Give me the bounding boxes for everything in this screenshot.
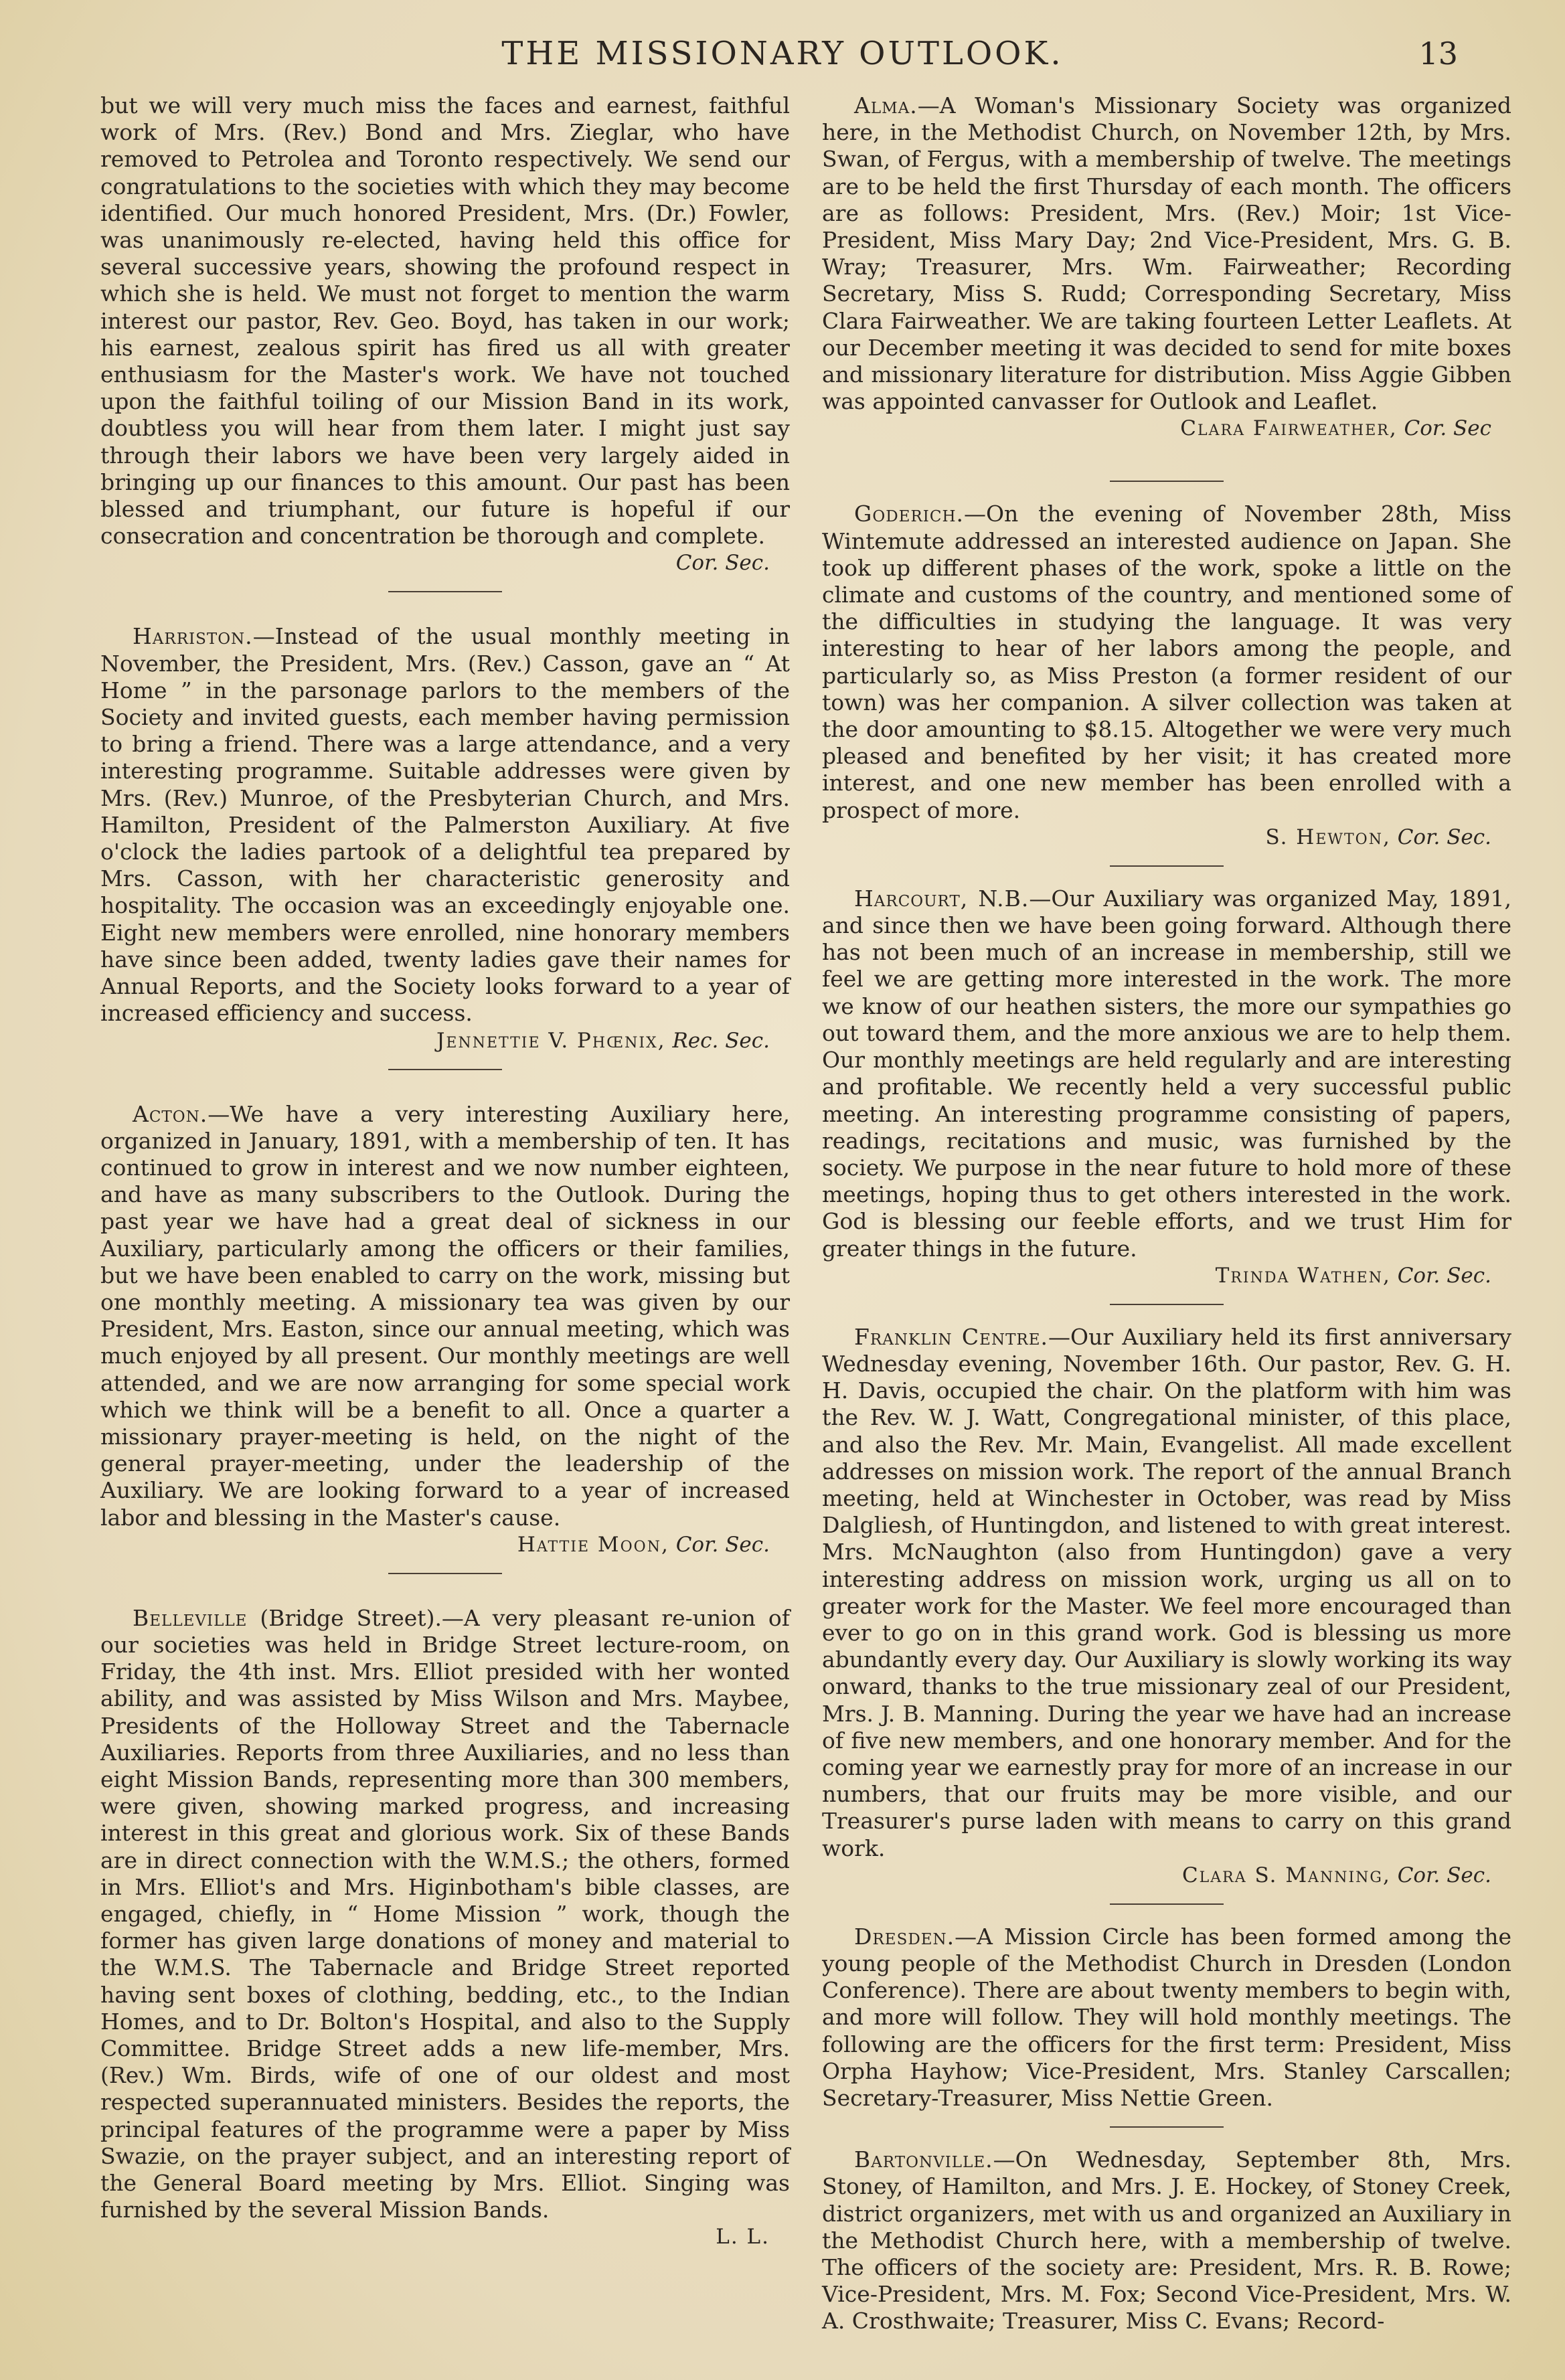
- place-name: Belleville: [133, 1604, 248, 1631]
- place-name: Bartonville.: [854, 2146, 993, 2173]
- article-franklin-centre: [822, 1324, 1511, 1862]
- article-body: —On the evening of November 28th, Miss Wintemute addressed an interested audience on Japan. She took up different phases of the work, spoke a little on the climate and customs of the country, and mentioned some of the difficulties in studying the language. It was very interesting to hear of her labors among the people, and particularly so, as Miss Preston (a former resident of our town) was her companion. A silver collection was taken at the door amounting to $8.15. Altogether we were very much pleased and benefited by her visit; it has created more interest, and one new member has been enrolled with a prospect of more.: [822, 501, 1511, 823]
- article-acton-signature: [100, 1531, 790, 1558]
- article-belleville: [100, 1605, 790, 2224]
- article-body: —We have a very interesting Auxiliary here, organized in January, 1891, with a membership of ten. It has continued to grow in interest and we now number eighteen, and have as many subscribers to the Outlook. During the past year we have had a great deal of sickness in our Auxiliary, particularly among the officers or their families, but we have been enabled to carry on the work, missing but one monthly meeting. A missionary tea was given by our President, Mrs. Easton, since our annual meeting, which was much enjoyed by all present. Our monthly meetings are well attended, and we are now arranging for some special work which we think will be a benefit to all. Once a quarter a missionary prayer-meeting is held, on the night of the general prayer-meeting, under the leadership of the Auxiliary. We are looking forward to a year of increased labor and blessing in the Master's cause.: [100, 1100, 790, 1531]
- article-body: —Our Auxiliary was organized May, 1891, and since then we have been going forward. Although there has not been much of an increase in membership, still we feel we are getting more interested in the work. The more we know of our heathen sisters, the more our sympathies go out toward them, and the more anxious we are to help them. Our monthly meetings are held regularly and are interesting and profitable. We recently held a very successful public meeting. An interesting programme consisting of papers, readings, recitations and music, was furnished by the society. We purpose in the near future to hold more of these meetings, hoping thus to get others interested in the work. God is blessing our feeble efforts, and we trust Him for greater things in the future.: [822, 885, 1511, 1262]
- signature-name: S. Hewton,: [1265, 825, 1391, 849]
- article-belleville-signature: [100, 2223, 790, 2250]
- section-divider: [1110, 1304, 1224, 1305]
- section-divider: [1110, 481, 1224, 482]
- section-divider: [1110, 1903, 1224, 1905]
- signature-title: Cor. Sec.: [675, 551, 770, 576]
- article-body: —A Woman's Missionary Society was organized here, in the Methodist Church, on November 12th, by Mrs. Swan, of Fergus, with a membership of twelve. The meetings are to be held the first Thursday of each month. The officers are as follows: President, Mrs. (Rev.) Moir; 1st Vice-President, Miss Mary Day; 2nd Vice-President, Mrs. G. B. Wray; Treasurer, Mrs. Wm. Fairweather; Recording Secretary, Miss S. Rudd; Corresponding Secretary, Miss Clara Fairweather. We are taking fourteen Letter Leaflets. At our December meeting it was decided to send for mite boxes and missionary literature for distribution. Miss Aggie Gibben was appointed canvasser for Outlook and Leaflet.: [822, 92, 1511, 415]
- signature-title: Cor. Sec.: [1397, 1863, 1491, 1887]
- article-alma-signature: [822, 415, 1511, 442]
- place-name: Goderich.: [854, 501, 964, 527]
- article-harcourt-signature: [822, 1262, 1511, 1289]
- article-alma: [822, 92, 1511, 415]
- place-name: Franklin Centre.: [854, 1323, 1049, 1350]
- signature-title: Cor. Sec: [1404, 416, 1491, 441]
- section-divider: [388, 1573, 502, 1574]
- article-acton: [100, 1101, 790, 1531]
- article-franklin-signature: [822, 1862, 1511, 1889]
- signature-name: Clara Fairweather,: [1180, 416, 1398, 441]
- place-name: Harriston.: [133, 623, 253, 650]
- signature-name: Clara S. Manning,: [1181, 1863, 1391, 1887]
- article-bartonville: [822, 2146, 1511, 2334]
- place-name: Acton.: [133, 1100, 208, 1127]
- section-divider: [1110, 2126, 1224, 2128]
- article-goderich: [822, 501, 1511, 823]
- article-intro-body: but we will very much miss the faces and earnest, faithful work of Mrs. (Rev.) Bond and Mrs. Zieglar, who have removed to Petrolea and Toronto respectively. We send our congratulations to the societies with which they may become identified. Our much honored President, Mrs. (Dr.) Fowler, was unanimously re-elected, having held this office for several successive years, showing the profound respect in which she is held. We must not forget to mention the warm interest our pastor, Rev. Geo. Boyd, has taken in our work; his earnest, zealous spirit has fired us all with greater enthusiasm for the Master's work. We have not touched upon the faithful toiling of our Mission Band in its work, doubtless you will hear from them later. I might just say through their labors we have been very largely aided in bringing up our finances to this amount. Our past has been blessed and triumphant, our future is hopeful if our consecration and concentration be thorough and complete.: [100, 92, 790, 549]
- section-divider: [388, 1069, 502, 1070]
- running-head: [0, 27, 1565, 80]
- signature-title: Cor. Sec.: [675, 1532, 770, 1557]
- section-divider: [388, 591, 502, 592]
- signature-name: L. L.: [716, 2225, 770, 2249]
- signature-title: Rec. Sec.: [672, 1028, 770, 1053]
- article-harriston: [100, 623, 790, 1027]
- signature-title: Cor. Sec.: [1397, 825, 1491, 849]
- running-title: THE MISSIONARY OUTLOOK.: [501, 35, 1064, 72]
- article-harriston-signature: [100, 1027, 790, 1054]
- signature-name: Hattie Moon,: [517, 1532, 669, 1557]
- article-body: —On Wednesday, September 8th, Mrs. Stoney, of Hamilton, and Mrs. J. E. Hockey, of Stoney Creek, district organizers, met with us and organized an Auxiliary in the Methodist Church here, with a membership of twelve. The officers of the society are: President, Mrs. R. B. Rowe; Vice-President, Mrs. M. Fox; Second Vice-President, Mrs. W. A. Crosthwaite; Treasurer, Miss C. Evans; Record-: [822, 2146, 1511, 2334]
- article-body: —Instead of the usual monthly meeting in November, the President, Mrs. (Rev.) Casson, gave an “ At Home ” in the parsonage parlors to the members of the Society and invited guests, each member having permission to bring a friend. There was a large attendance, and a very interesting programme. Suitable addresses were given by Mrs. (Rev.) Munroe, of the Presbyterian Church, and Mrs. Hamilton, President of the Palmerston Auxiliary. At five o'clock the ladies partook of a delightful tea prepared by Mrs. Casson, with her characteristic generosity and hospitality. The occasion was an exceedingly enjoyable one. Eight new members were enrolled, nine honorary members have since been added, twenty ladies gave their names for Annual Reports, and the Society looks forward to a year of increased efficiency and success.: [100, 623, 790, 1027]
- article-intro-signature: [100, 549, 790, 576]
- article-harcourt: [822, 885, 1511, 1262]
- article-intro: [100, 92, 790, 549]
- signature-title: Cor. Sec.: [1397, 1263, 1491, 1288]
- article-body: —Our Auxiliary held its first anniversary Wednesday evening, November 16th. Our pastor, Rev. G. H. H. Davis, occupied the chair. On the platform with him was the Rev. W. J. Watt, Congregational minister, of this place, and also the Rev. Mr. Main, Evangelist. All made excellent addresses on mission work. The report of the annual Branch meeting, held at Winchester in October, was read by Miss Dalgliesh, of Huntingdon, and listened to with great interest. Mrs. McNaughton (also from Huntingdon) gave a very interesting address on mission work, urging us all on to greater work for the Master. We feel more encouraged than ever to go on in this grand work. God is blessing us more abundantly every day. Our Auxiliary is slowly working its way onward, thanks to the true missionary zeal of our President, Mrs. J. B. Manning. During the year we have had an increase of five new members, and one honorary member. And for the coming year we earnestly pray for more of an increase in our numbers, that our fruits may be more visible, and our Treasurer's purse laden with means to carry on this grand work.: [822, 1323, 1511, 1861]
- article-dresden: [822, 1924, 1511, 2112]
- section-divider: [1110, 865, 1224, 867]
- place-name: Dresden.: [854, 1923, 955, 1950]
- place-name: Alma.: [854, 92, 918, 118]
- right-column: [822, 92, 1511, 2335]
- article-goderich-signature: [822, 824, 1511, 851]
- page-number: 13: [1418, 35, 1458, 72]
- article-body: —A Mission Circle has been formed among the young people of the Methodist Church in Dresden (London Conference). There are about twenty members to begin with, and more will follow. They will hold monthly meetings. The following are the officers for the first term: President, Miss Orpha Hayhow; Vice-President, Mrs. Stanley Carscallen; Secretary-Treasurer, Miss Nettie Green.: [822, 1923, 1511, 2111]
- place-name: Harcourt, N.B.: [854, 885, 1029, 912]
- signature-name: Jennettie V. Phœnix,: [436, 1028, 666, 1053]
- article-body: (Bridge Street).—A very pleasant re-union of our societies was held in Bridge Street lecture-room, on Friday, the 4th inst. Mrs. Elliot presided with her wonted ability, and was assisted by Miss Wilson and Mrs. Maybee, Presidents of the Holloway Street and the Tabernacle Auxiliaries. Reports from three Auxiliaries, and no less than eight Mission Bands, representing more than 300 members, were given, showing marked progress, and increasing interest in this great and glorious work. Six of these Bands are in direct connection with the W.M.S.; the others, formed in Mrs. Elliot's and Mrs. Higinbotham's bible classes, are engaged, chiefly, in “ Home Mission ” work, though the former has given large donations of money and material to the W.M.S. The Tabernacle and Bridge Street reported having sent boxes of clothing, bedding, etc., to the Indian Homes, and to Dr. Bolton's Hospital, and also to the Supply Committee. Bridge Street adds a new life-member, Mrs. (Rev.) Wm. Birds, wife of one of our oldest and most respected superannuated ministers. Besides the reports, the principal features of the programme were a paper by Miss Swazie, on the prayer subject, and an interesting report of the General Board meeting by Mrs. Elliot. Singing was furnished by the several Mission Bands.: [100, 1604, 790, 2223]
- signature-name: Trinda Wathen,: [1215, 1263, 1391, 1288]
- left-column: [100, 92, 790, 2250]
